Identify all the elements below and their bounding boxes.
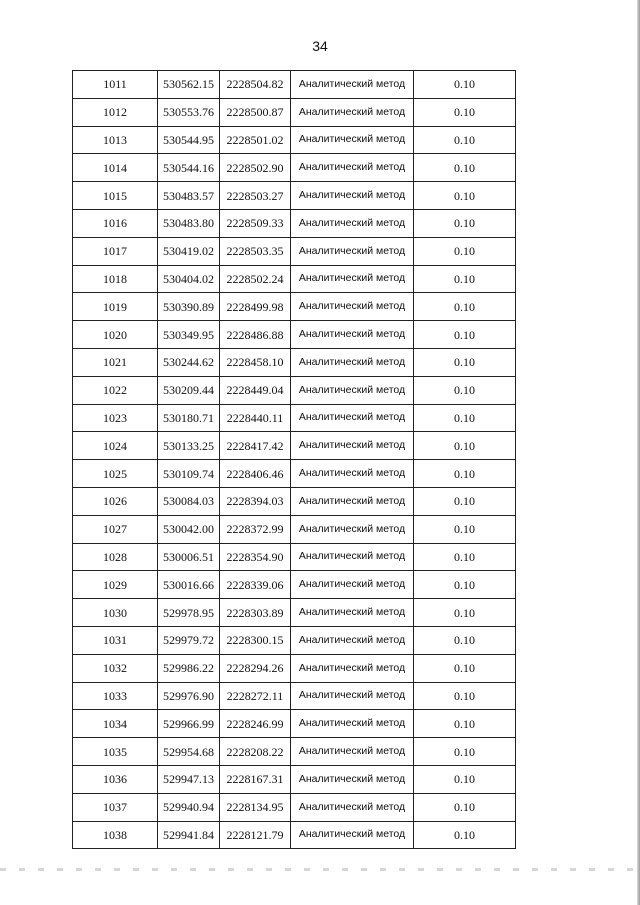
x-coordinate-cell: 530544.95 — [158, 126, 220, 154]
method-cell: Аналитический метод — [291, 265, 414, 293]
y-coordinate-cell: 2228394.03 — [220, 487, 291, 515]
x-coordinate-cell: 529979.72 — [158, 626, 220, 654]
method-cell: Аналитический метод — [291, 682, 414, 710]
y-coordinate-cell: 2228500.87 — [220, 98, 291, 126]
method-cell: Аналитический метод — [291, 487, 414, 515]
method-cell: Аналитический метод — [291, 738, 414, 766]
method-cell: Аналитический метод — [291, 543, 414, 571]
y-coordinate-cell: 2228440.11 — [220, 404, 291, 432]
accuracy-cell: 0.10 — [414, 154, 516, 182]
table-row — [73, 487, 516, 515]
table-row — [73, 543, 516, 571]
point-number-cell: 1020 — [73, 321, 158, 349]
y-coordinate-cell: 2228167.31 — [220, 765, 291, 793]
table-row — [73, 209, 516, 237]
point-number-cell: 1018 — [73, 265, 158, 293]
accuracy-cell: 0.10 — [414, 460, 516, 488]
y-coordinate-cell: 2228339.06 — [220, 571, 291, 599]
accuracy-cell: 0.10 — [414, 710, 516, 738]
point-number-cell: 1032 — [73, 654, 158, 682]
method-cell: Аналитический метод — [291, 432, 414, 460]
x-coordinate-cell: 529947.13 — [158, 765, 220, 793]
x-coordinate-cell: 530562.15 — [158, 71, 220, 99]
y-coordinate-cell: 2228499.98 — [220, 293, 291, 321]
point-number-cell: 1026 — [73, 487, 158, 515]
x-coordinate-cell: 530006.51 — [158, 543, 220, 571]
point-number-cell: 1013 — [73, 126, 158, 154]
table-row — [73, 738, 516, 766]
point-number-cell: 1024 — [73, 432, 158, 460]
y-coordinate-cell: 2228509.33 — [220, 209, 291, 237]
accuracy-cell: 0.10 — [414, 543, 516, 571]
point-number-cell: 1023 — [73, 404, 158, 432]
page-number: 34 — [312, 38, 328, 54]
x-coordinate-cell: 529966.99 — [158, 710, 220, 738]
x-coordinate-cell: 529941.84 — [158, 821, 220, 849]
accuracy-cell: 0.10 — [414, 321, 516, 349]
method-cell: Аналитический метод — [291, 71, 414, 99]
method-cell: Аналитический метод — [291, 821, 414, 849]
method-cell: Аналитический метод — [291, 209, 414, 237]
point-number-cell: 1016 — [73, 209, 158, 237]
y-coordinate-cell: 2228486.88 — [220, 321, 291, 349]
y-coordinate-cell: 2228406.46 — [220, 460, 291, 488]
x-coordinate-cell: 530544.16 — [158, 154, 220, 182]
table-row — [73, 71, 516, 99]
accuracy-cell: 0.10 — [414, 71, 516, 99]
y-coordinate-cell: 2228208.22 — [220, 738, 291, 766]
y-coordinate-cell: 2228272.11 — [220, 682, 291, 710]
x-coordinate-cell: 530419.02 — [158, 237, 220, 265]
y-coordinate-cell: 2228121.79 — [220, 821, 291, 849]
table-row — [73, 460, 516, 488]
table-row — [73, 321, 516, 349]
accuracy-cell: 0.10 — [414, 821, 516, 849]
accuracy-cell: 0.10 — [414, 654, 516, 682]
table-row — [73, 154, 516, 182]
point-number-cell: 1012 — [73, 98, 158, 126]
method-cell: Аналитический метод — [291, 154, 414, 182]
point-number-cell: 1027 — [73, 515, 158, 543]
table-row — [73, 404, 516, 432]
accuracy-cell: 0.10 — [414, 293, 516, 321]
x-coordinate-cell: 529940.94 — [158, 793, 220, 821]
method-cell: Аналитический метод — [291, 710, 414, 738]
x-coordinate-cell: 530244.62 — [158, 348, 220, 376]
point-number-cell: 1025 — [73, 460, 158, 488]
table-row — [73, 765, 516, 793]
x-coordinate-cell: 530209.44 — [158, 376, 220, 404]
point-number-cell: 1030 — [73, 599, 158, 627]
method-cell: Аналитический метод — [291, 654, 414, 682]
point-number-cell: 1038 — [73, 821, 158, 849]
method-cell: Аналитический метод — [291, 376, 414, 404]
method-cell: Аналитический метод — [291, 515, 414, 543]
method-cell: Аналитический метод — [291, 765, 414, 793]
point-number-cell: 1029 — [73, 571, 158, 599]
table-row — [73, 710, 516, 738]
coordinates-table-body — [73, 71, 516, 849]
y-coordinate-cell: 2228134.95 — [220, 793, 291, 821]
y-coordinate-cell: 2228449.04 — [220, 376, 291, 404]
x-coordinate-cell: 530553.76 — [158, 98, 220, 126]
method-cell: Аналитический метод — [291, 571, 414, 599]
x-coordinate-cell: 530109.74 — [158, 460, 220, 488]
x-coordinate-cell: 529954.68 — [158, 738, 220, 766]
method-cell: Аналитический метод — [291, 98, 414, 126]
point-number-cell: 1022 — [73, 376, 158, 404]
y-coordinate-cell: 2228246.99 — [220, 710, 291, 738]
point-number-cell: 1011 — [73, 71, 158, 99]
y-coordinate-cell: 2228504.82 — [220, 71, 291, 99]
point-number-cell: 1031 — [73, 626, 158, 654]
coordinates-table — [72, 70, 516, 849]
accuracy-cell: 0.10 — [414, 237, 516, 265]
accuracy-cell: 0.10 — [414, 515, 516, 543]
x-coordinate-cell: 530016.66 — [158, 571, 220, 599]
accuracy-cell: 0.10 — [414, 626, 516, 654]
table-row — [73, 182, 516, 210]
method-cell: Аналитический метод — [291, 182, 414, 210]
table-row — [73, 432, 516, 460]
table-row — [73, 348, 516, 376]
table-row — [73, 126, 516, 154]
point-number-cell: 1019 — [73, 293, 158, 321]
accuracy-cell: 0.10 — [414, 348, 516, 376]
accuracy-cell: 0.10 — [414, 209, 516, 237]
y-coordinate-cell: 2228300.15 — [220, 626, 291, 654]
table-row — [73, 265, 516, 293]
table-row — [73, 599, 516, 627]
table-row — [73, 237, 516, 265]
x-coordinate-cell: 530390.89 — [158, 293, 220, 321]
table-row — [73, 793, 516, 821]
y-coordinate-cell: 2228458.10 — [220, 348, 291, 376]
x-coordinate-cell: 529978.95 — [158, 599, 220, 627]
table-row — [73, 98, 516, 126]
x-coordinate-cell: 530483.57 — [158, 182, 220, 210]
point-number-cell: 1014 — [73, 154, 158, 182]
table-row — [73, 821, 516, 849]
method-cell: Аналитический метод — [291, 237, 414, 265]
accuracy-cell: 0.10 — [414, 182, 516, 210]
method-cell: Аналитический метод — [291, 599, 414, 627]
point-number-cell: 1028 — [73, 543, 158, 571]
method-cell: Аналитический метод — [291, 321, 414, 349]
x-coordinate-cell: 529986.22 — [158, 654, 220, 682]
table-row — [73, 571, 516, 599]
accuracy-cell: 0.10 — [414, 793, 516, 821]
method-cell: Аналитический метод — [291, 793, 414, 821]
method-cell: Аналитический метод — [291, 626, 414, 654]
x-coordinate-cell: 530349.95 — [158, 321, 220, 349]
point-number-cell: 1033 — [73, 682, 158, 710]
point-number-cell: 1015 — [73, 182, 158, 210]
y-coordinate-cell: 2228294.26 — [220, 654, 291, 682]
table-row — [73, 682, 516, 710]
accuracy-cell: 0.10 — [414, 487, 516, 515]
y-coordinate-cell: 2228502.90 — [220, 154, 291, 182]
y-coordinate-cell: 2228417.42 — [220, 432, 291, 460]
accuracy-cell: 0.10 — [414, 599, 516, 627]
accuracy-cell: 0.10 — [414, 682, 516, 710]
table-row — [73, 626, 516, 654]
coordinates-table-container — [72, 70, 515, 849]
method-cell: Аналитический метод — [291, 404, 414, 432]
accuracy-cell: 0.10 — [414, 765, 516, 793]
table-row — [73, 293, 516, 321]
y-coordinate-cell: 2228501.02 — [220, 126, 291, 154]
point-number-cell: 1037 — [73, 793, 158, 821]
y-coordinate-cell: 2228503.27 — [220, 182, 291, 210]
table-row — [73, 376, 516, 404]
y-coordinate-cell: 2228502.24 — [220, 265, 291, 293]
x-coordinate-cell: 529976.90 — [158, 682, 220, 710]
accuracy-cell: 0.10 — [414, 376, 516, 404]
x-coordinate-cell: 530483.80 — [158, 209, 220, 237]
point-number-cell: 1021 — [73, 348, 158, 376]
x-coordinate-cell: 530084.03 — [158, 487, 220, 515]
accuracy-cell: 0.10 — [414, 265, 516, 293]
scan-artifact-line — [0, 868, 640, 871]
method-cell: Аналитический метод — [291, 460, 414, 488]
accuracy-cell: 0.10 — [414, 738, 516, 766]
table-row — [73, 515, 516, 543]
x-coordinate-cell: 530042.00 — [158, 515, 220, 543]
table-row — [73, 654, 516, 682]
accuracy-cell: 0.10 — [414, 432, 516, 460]
y-coordinate-cell: 2228303.89 — [220, 599, 291, 627]
method-cell: Аналитический метод — [291, 348, 414, 376]
x-coordinate-cell: 530404.02 — [158, 265, 220, 293]
y-coordinate-cell: 2228354.90 — [220, 543, 291, 571]
x-coordinate-cell: 530180.71 — [158, 404, 220, 432]
accuracy-cell: 0.10 — [414, 571, 516, 599]
accuracy-cell: 0.10 — [414, 98, 516, 126]
method-cell: Аналитический метод — [291, 126, 414, 154]
x-coordinate-cell: 530133.25 — [158, 432, 220, 460]
point-number-cell: 1036 — [73, 765, 158, 793]
accuracy-cell: 0.10 — [414, 404, 516, 432]
point-number-cell: 1017 — [73, 237, 158, 265]
method-cell: Аналитический метод — [291, 293, 414, 321]
accuracy-cell: 0.10 — [414, 126, 516, 154]
point-number-cell: 1035 — [73, 738, 158, 766]
y-coordinate-cell: 2228372.99 — [220, 515, 291, 543]
y-coordinate-cell: 2228503.35 — [220, 237, 291, 265]
point-number-cell: 1034 — [73, 710, 158, 738]
